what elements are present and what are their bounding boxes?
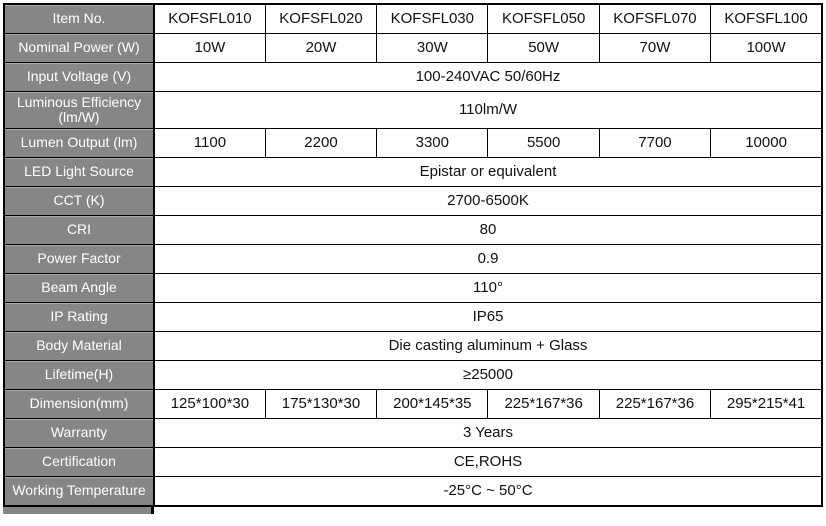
spec-value-merged: 3 Years [154,419,822,448]
spec-value: 5500 [488,129,599,158]
row-label-nominal-power: Nominal Power (W) [4,34,154,63]
row-label-dimension: Dimension(mm) [4,390,154,419]
row-label-body-material: Body Material [4,332,154,361]
table-row [4,477,822,507]
spec-value: 2200 [265,129,376,158]
row-label-cct: CCT (K) [4,187,154,216]
table-row [4,245,822,274]
spec-value: 1100 [154,129,265,158]
spec-value-merged: IP65 [154,303,822,332]
row-label-luminous-efficiency: Luminous Efficiency (lm/W) [4,92,154,129]
cutoff-next-row-sliver [3,507,154,514]
table-row [4,361,822,390]
spec-value: 125*100*30 [154,390,265,419]
row-label-ip-rating: IP Rating [4,303,154,332]
spec-value: 10000 [711,129,822,158]
spec-value: 30W [377,34,488,63]
spec-value: 100W [711,34,822,63]
table-row [4,63,822,92]
row-label-lifetime: Lifetime(H) [4,361,154,390]
spec-value: 20W [265,34,376,63]
row-label-warranty: Warranty [4,419,154,448]
row-label-power-factor: Power Factor [4,245,154,274]
spec-value-merged: 0.9 [154,245,822,274]
spec-value-merged: 100-240VAC 50/60Hz [154,63,822,92]
row-label-led-light-source: LED Light Source [4,158,154,187]
spec-value-merged: CE,ROHS [154,448,822,477]
column-header: KOFSFL010 [154,4,265,34]
spec-table [3,3,823,507]
spec-value: 200*145*35 [377,390,488,419]
column-header: KOFSFL070 [599,4,710,34]
table-row [4,158,822,187]
spec-value-merged: Epistar or equivalent [154,158,822,187]
table-row [4,129,822,158]
spec-value: 70W [599,34,710,63]
table-row [4,34,822,63]
column-header: KOFSFL030 [377,4,488,34]
row-label-item-no: Item No. [4,4,154,34]
table-row [4,390,822,419]
table-row [4,332,822,361]
table-row [4,92,822,129]
row-label-working-temperature: Working Temperature [4,477,154,507]
row-label-input-voltage: Input Voltage (V) [4,63,154,92]
table-row [4,274,822,303]
spec-value: 225*167*36 [488,390,599,419]
spec-value: 175*130*30 [265,390,376,419]
column-header: KOFSFL050 [488,4,599,34]
table-row [4,187,822,216]
table-row [4,419,822,448]
table-row [4,448,822,477]
row-label-certification: Certification [4,448,154,477]
row-label-cri: CRI [4,216,154,245]
spec-value: 7700 [599,129,710,158]
table-row [4,216,822,245]
spec-value: 295*215*41 [711,390,822,419]
spec-value-merged: ≥25000 [154,361,822,390]
row-label-lumen-output: Lumen Output (lm) [4,129,154,158]
column-header: KOFSFL100 [711,4,822,34]
spec-value-merged: 110° [154,274,822,303]
spec-value-merged: -25°C ~ 50°C [154,477,822,507]
spec-value: 3300 [377,129,488,158]
spec-value: 50W [488,34,599,63]
row-label-beam-angle: Beam Angle [4,274,154,303]
spec-sheet-page [0,3,826,526]
table-header-row [4,4,822,34]
spec-value-merged: Die casting aluminum + Glass [154,332,822,361]
column-header: KOFSFL020 [265,4,376,34]
table-row [4,303,822,332]
spec-value-merged: 110lm/W [154,92,822,129]
spec-value: 10W [154,34,265,63]
spec-value-merged: 2700-6500K [154,187,822,216]
spec-value: 225*167*36 [599,390,710,419]
spec-value-merged: 80 [154,216,822,245]
